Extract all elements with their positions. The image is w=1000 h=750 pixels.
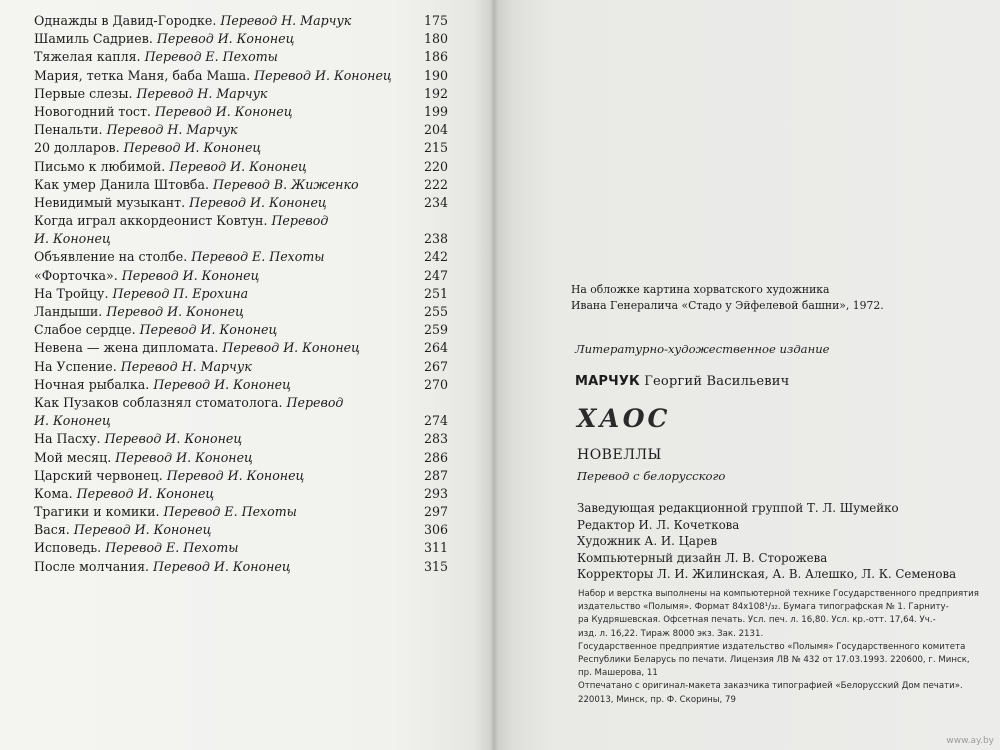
toc-entry-title bbox=[34, 339, 360, 357]
page-number: 238 bbox=[423, 231, 449, 247]
printing-line: ра Кудряшевская. Офсетная печать. Усл. печ. л. 16,80. Усл. кр.-отт. 17,64. Уч.- bbox=[578, 615, 936, 626]
printing-line: Государственное предприятие издательство «Полымя» Государственного комитета bbox=[578, 641, 966, 652]
toc-entry-title bbox=[34, 394, 343, 430]
page-number: 251 bbox=[423, 285, 449, 301]
printing-line: изд. л. 16,22. Тираж 8000 экз. Зак. 2131. bbox=[578, 628, 764, 639]
credit-line: Корректоры Л. И. Жилинская, А. В. Алешко, Л. К. Семенова bbox=[577, 567, 957, 581]
author-surname: МАРЧУК bbox=[575, 374, 640, 389]
page-number: 267 bbox=[423, 358, 449, 374]
credit-line: Компьютерный дизайн Л. В. Сторожева bbox=[577, 550, 828, 565]
toc-entry-title bbox=[34, 103, 293, 121]
page-number: 274 bbox=[423, 413, 449, 429]
page-number: 287 bbox=[423, 467, 449, 483]
toc-entry bbox=[34, 503, 464, 521]
page-number: 242 bbox=[423, 249, 449, 265]
toc-entry bbox=[34, 48, 464, 66]
toc-entry-title bbox=[34, 285, 248, 303]
credit-line: Заведующая редакционной группой Т. Л. Шумейко bbox=[577, 501, 899, 515]
translator-credit: Перевод И. Кононец bbox=[104, 431, 243, 447]
translator-credit: Перевод И. Кононец bbox=[121, 267, 260, 283]
page-number: 255 bbox=[423, 304, 449, 320]
story-title: Первые слезы. bbox=[34, 85, 137, 101]
credits-list bbox=[577, 500, 956, 583]
toc-entry-title bbox=[34, 176, 359, 194]
story-title: Мария, тетка Маня, баба Маша. bbox=[34, 67, 255, 83]
edition-type: Литературно-художественное издание bbox=[575, 342, 830, 356]
story-title: «Форточка». bbox=[34, 267, 122, 283]
toc-entry-title bbox=[34, 158, 307, 176]
story-title: Однажды в Давид-Городке. bbox=[34, 13, 221, 28]
translator-credit: Перевод И. Кононец bbox=[139, 322, 278, 338]
toc-entry bbox=[34, 139, 464, 157]
translator-credit: Перевод bbox=[271, 213, 329, 229]
translator-credit: Перевод И. Кононец bbox=[153, 558, 291, 574]
story-title: Царский червонец. bbox=[34, 467, 167, 483]
toc-entry-title bbox=[34, 30, 294, 48]
toc-entry bbox=[34, 121, 464, 139]
toc-entry-title bbox=[34, 267, 259, 285]
toc-entry-title bbox=[34, 67, 392, 85]
translator-credit: Перевод П. Ерохина bbox=[112, 285, 249, 301]
page-number: 234 bbox=[423, 194, 449, 210]
page-number: 222 bbox=[423, 176, 449, 192]
page-number: 306 bbox=[423, 522, 449, 538]
page-number: 199 bbox=[423, 103, 449, 119]
translator-credit: Перевод И. Кононец bbox=[106, 304, 244, 320]
story-title: Трагики и комики. bbox=[34, 504, 164, 520]
page-number: 259 bbox=[423, 322, 449, 338]
printing-info bbox=[578, 588, 979, 707]
translator-credit: Перевод И. Кононец bbox=[189, 194, 327, 210]
toc-entry-title bbox=[34, 503, 297, 521]
toc-entry-title bbox=[34, 321, 277, 339]
translator-credit-continued: И. Кононец bbox=[34, 413, 111, 429]
translator-credit: Перевод И. Кононец bbox=[222, 340, 360, 356]
page-number: 270 bbox=[423, 376, 449, 392]
printing-line: Набор и верстка выполнены на компьютерной технике Государственного предприятия bbox=[578, 589, 979, 599]
toc-entry bbox=[34, 248, 464, 266]
story-title: Ночная рыбалка. bbox=[34, 376, 154, 392]
toc-entry bbox=[34, 467, 464, 485]
page-number: 247 bbox=[423, 267, 449, 283]
toc-entry bbox=[34, 376, 464, 394]
page-number: 315 bbox=[423, 558, 449, 574]
story-title: Письмо к любимой. bbox=[34, 158, 170, 174]
toc-entry-title bbox=[34, 430, 242, 448]
page-number: 293 bbox=[423, 485, 449, 501]
translator-credit: Перевод Н. Марчук bbox=[220, 13, 352, 28]
page-number: 311 bbox=[423, 540, 449, 556]
table-of-contents bbox=[34, 12, 464, 576]
story-title: Тяжелая капля. bbox=[34, 49, 145, 65]
page-number: 297 bbox=[423, 504, 449, 520]
story-title: Как Пузаков соблазнял стоматолога. bbox=[34, 394, 287, 410]
toc-entry bbox=[34, 267, 464, 285]
translator-credit: Перевод Е. Пехоты bbox=[105, 540, 239, 556]
story-title: Новогодний тост. bbox=[34, 103, 155, 119]
printing-line: Отпечатано с оригинал-макета заказчика типографией «Белорусский Дом печати». bbox=[578, 681, 963, 692]
translator-credit: Перевод Н. Марчук bbox=[106, 122, 238, 138]
translator-credit: Перевод Е. Пехоты bbox=[191, 249, 325, 265]
page-number: 180 bbox=[423, 31, 449, 47]
toc-entry bbox=[34, 339, 464, 357]
story-title: 20 долларов. bbox=[34, 140, 124, 156]
toc-entry bbox=[34, 430, 464, 448]
toc-entry bbox=[34, 521, 464, 539]
story-title: На Тройцу. bbox=[34, 285, 113, 301]
toc-entry bbox=[34, 358, 464, 376]
story-title: Как умер Данила Штовба. bbox=[34, 176, 214, 192]
toc-entry-title bbox=[34, 558, 291, 576]
toc-entry-title bbox=[34, 539, 239, 557]
translator-credit: Перевод И. Кононец bbox=[123, 140, 262, 156]
story-title: Кома. bbox=[34, 485, 77, 501]
toc-entry bbox=[34, 212, 464, 248]
toc-entry bbox=[34, 394, 464, 430]
page-number: 215 bbox=[423, 140, 449, 156]
translator-credit: Перевод И. Кононец bbox=[76, 485, 215, 501]
credit-line: Редактор И. Л. Кочеткова bbox=[577, 517, 740, 532]
story-title: Невена — жена дипломата. bbox=[34, 340, 223, 356]
toc-entry bbox=[34, 30, 464, 48]
page-number: 190 bbox=[423, 67, 449, 83]
toc-entry-title bbox=[34, 521, 211, 539]
translator-credit: Перевод Е. Пехоты bbox=[144, 49, 278, 65]
page-number: 186 bbox=[423, 49, 449, 65]
translator-credit: Перевод И. Кононец bbox=[115, 449, 253, 465]
toc-entry-title bbox=[34, 12, 351, 30]
printing-line: 220013, Минск, пр. Ф. Скорины, 79 bbox=[578, 694, 736, 705]
translator-credit: Перевод И. Кононец bbox=[254, 67, 392, 83]
translator-credit: Перевод И. Кононец bbox=[73, 522, 212, 538]
story-title: Шамиль Садриев. bbox=[34, 31, 157, 47]
toc-entry bbox=[34, 558, 464, 576]
story-title: Мой месяц. bbox=[34, 449, 116, 465]
cover-note-line: На обложке картина хорватского художника bbox=[571, 283, 830, 296]
story-title: Когда играл аккордеонист Ковтун. bbox=[34, 213, 272, 229]
page-number: 192 bbox=[423, 85, 449, 101]
toc-entry-title bbox=[34, 485, 214, 503]
book-fold bbox=[490, 0, 498, 750]
translator-credit: Перевод И. Кононец bbox=[169, 158, 307, 174]
toc-entry bbox=[34, 449, 464, 467]
toc-entry bbox=[34, 12, 464, 30]
toc-entry bbox=[34, 103, 464, 121]
author-name bbox=[575, 374, 789, 389]
translator-credit: Перевод И. Кононец bbox=[156, 31, 295, 47]
translator-credit: Перевод И. Кононец bbox=[154, 103, 293, 119]
book-genre: НОВЕЛЛЫ bbox=[577, 447, 662, 463]
page-number: 175 bbox=[423, 13, 449, 28]
translator-credit: Перевод Н. Марчук bbox=[136, 85, 268, 101]
printing-line: Республики Беларусь по печати. Лицензия ЛВ № 432 от 17.03.1993. 220600, г. Минск, bbox=[578, 655, 970, 666]
story-title: Слабое сердце. bbox=[34, 322, 140, 338]
translation-note: Перевод с белорусского bbox=[577, 469, 726, 483]
translator-credit-continued: И. Кононец bbox=[34, 231, 111, 247]
toc-entry bbox=[34, 485, 464, 503]
translator-credit: Перевод В. Жиженко bbox=[213, 176, 359, 192]
credit-line: Художник А. И. Царев bbox=[577, 534, 718, 548]
page-number: 264 bbox=[423, 340, 449, 356]
printing-line: пр. Машерова, 11 bbox=[578, 668, 658, 679]
toc-entry bbox=[34, 303, 464, 321]
translator-credit: Перевод Н. Марчук bbox=[120, 358, 252, 374]
story-title: Ландыши. bbox=[34, 304, 107, 320]
toc-entry bbox=[34, 176, 464, 194]
story-title: На Пасху. bbox=[34, 431, 105, 447]
toc-entry bbox=[34, 158, 464, 176]
page-number: 204 bbox=[423, 122, 449, 138]
toc-entry-title bbox=[34, 467, 304, 485]
toc-entry-title bbox=[34, 121, 238, 139]
toc-entry-title bbox=[34, 376, 291, 394]
story-title: Вася. bbox=[34, 522, 74, 538]
toc-entry bbox=[34, 85, 464, 103]
author-given-name: Георгий Васильевич bbox=[639, 374, 790, 389]
story-title: Объявление на столбе. bbox=[34, 249, 192, 265]
translator-credit: Перевод Е. Пехоты bbox=[163, 504, 297, 520]
story-title: Исповедь. bbox=[34, 540, 106, 556]
toc-entry-title bbox=[34, 248, 325, 266]
toc-entry bbox=[34, 321, 464, 339]
printing-line: издательство «Полымя». Формат 84х108¹/₃₂. Бумага типографская № 1. Гарниту- bbox=[578, 602, 949, 613]
toc-entry-title bbox=[34, 85, 267, 103]
toc-entry-title bbox=[34, 194, 327, 212]
page-number: 220 bbox=[423, 158, 449, 174]
toc-entry-title bbox=[34, 449, 253, 467]
story-title: На Успение. bbox=[34, 358, 121, 374]
watermark: www.ay.by bbox=[946, 736, 994, 746]
toc-entry bbox=[34, 67, 464, 85]
story-title: Пенальти. bbox=[34, 122, 107, 138]
story-title: Невидимый музыкант. bbox=[34, 194, 190, 210]
toc-entry-title bbox=[34, 48, 278, 66]
toc-entry-title bbox=[34, 139, 261, 157]
book-title: ХАОС bbox=[577, 404, 671, 433]
toc-entry-title bbox=[34, 303, 244, 321]
cover-note-line: Ивана Генералича «Стадо у Эйфелевой башни», 1972. bbox=[571, 299, 884, 312]
translator-credit: Перевод bbox=[286, 394, 344, 410]
toc-entry bbox=[34, 194, 464, 212]
page-number: 286 bbox=[423, 449, 449, 465]
toc-entry bbox=[34, 539, 464, 557]
toc-entry-title bbox=[34, 212, 328, 248]
page-number: 283 bbox=[423, 431, 449, 447]
toc-entry bbox=[34, 285, 464, 303]
cover-note bbox=[571, 282, 884, 314]
translator-credit: Перевод И. Кононец bbox=[153, 376, 291, 392]
story-title: После молчания. bbox=[34, 558, 154, 574]
toc-entry-title bbox=[34, 358, 252, 376]
translator-credit: Перевод И. Кононец bbox=[166, 467, 305, 483]
